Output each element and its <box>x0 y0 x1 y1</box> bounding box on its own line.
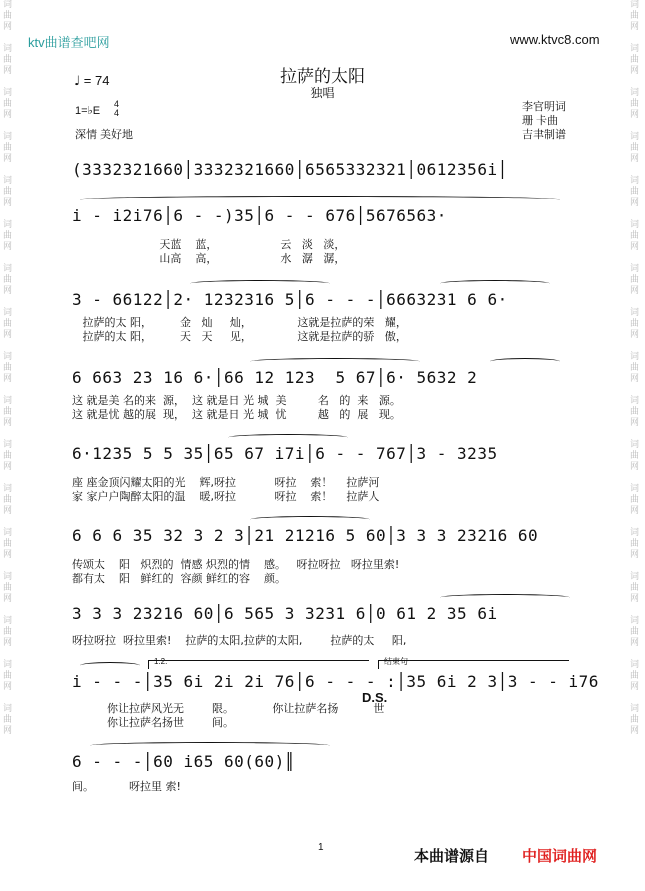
notation-line-1: (3332321660│3332321660│6565332321│0612356i│ <box>72 160 508 179</box>
lyric-line-6a: 传颂太 阳 炽烈的 情感 炽烈的情 感。 呀拉呀拉 呀拉里索! <box>72 558 400 571</box>
time-signature: 4 4 <box>114 99 120 118</box>
notation-line-7: 3 3 3 23216 60│6 565 3 3231 6│0 61 2 35 6i <box>72 604 498 623</box>
page-number: 1 <box>318 842 324 853</box>
lyric-line-4b: 这 就是忧 越的展 现， 这 就是日 光 城 忧 越 的 展 现。 <box>72 408 401 421</box>
lyric-line-5b: 家 家户户陶醉太阳的温 暖,呀拉 呀拉 索！ 拉萨人 <box>72 490 380 503</box>
notation-line-3: 3 - 66122│2· 1232316 5│6 - - -│6663231 6 6· <box>72 290 508 309</box>
expression-mark: 深情 美好地 <box>75 129 134 141</box>
lyric-line-6b: 都有太 阳 鲜红的 容颜 鲜红的容 颜。 <box>72 572 286 585</box>
volta-bracket-1 <box>148 660 369 669</box>
notation-line-5: 6·1235 5 5 35│65 67 i7i│6 - - 767│3 - 3235 <box>72 444 498 463</box>
notation-line-4: 6 663 23 16 6·│66 12 123 5 67│6· 5632 2 <box>72 368 478 387</box>
lyric-line-2b: 山高 高， 水 潺 潺， <box>72 252 346 265</box>
notation-line-8: i - - -│35 6i 2i 2i 76│6 - - - :│35 6i 2 3│3 - - i76 <box>72 672 599 691</box>
notation-line-9: 6 - - -│60 i65 60(60)║ <box>72 752 295 771</box>
slur <box>80 662 140 669</box>
key-signature: 1=♭E <box>75 105 101 117</box>
volta-label-1: 1.2. <box>154 657 168 666</box>
slur <box>228 434 348 441</box>
slur <box>80 196 560 203</box>
song-subtitle: 独唱 <box>310 86 335 100</box>
composer: 珊 卡曲 <box>522 115 559 127</box>
tempo-mark: ♩ = 74 <box>74 73 110 89</box>
notation-line-2: i - i2i76│6 - -)35│6 - - 676│5676563· <box>72 206 447 225</box>
source-site-link[interactable]: 中国词曲网 <box>522 848 598 865</box>
source-text: 本曲谱源自 <box>414 848 490 865</box>
notation-line-6: 6 6 6 35 32 3 2 3│21 21216 5 60│3 3 3 23216 60 <box>72 526 539 545</box>
lyric-line-8a: 你让拉萨风光无 限。 你让拉萨名扬 世 <box>72 702 385 715</box>
engraver: 吉聿制谱 <box>522 129 566 141</box>
slur <box>490 358 560 365</box>
lyricist: 李官明词 <box>522 101 566 113</box>
quarter-note-icon: ♩ <box>74 74 81 89</box>
lyric-line-3b: 拉萨的太 阳， 天 天 见， 这就是拉萨的骄 傲， <box>72 330 407 343</box>
lyric-line-2a: 天蓝 蓝， 云 淡 淡， <box>72 238 346 251</box>
lyric-line-3a: 拉萨的太 阳， 金 灿 灿， 这就是拉萨的荣 耀， <box>72 316 407 329</box>
slur <box>190 280 330 287</box>
side-watermark-left: 词 曲 网 词 曲 网 词 曲 网 词 曲 网 词 曲 网 词 曲 网 词 曲 网 词 曲 网 词 曲 网 词 曲 网 词 曲 网 词 曲 网 词 曲 网 词 曲 网 词 曲 网 词 曲 网 词 曲 网 <box>3 0 13 736</box>
site-url-right[interactable]: www.ktvc8.com <box>510 32 600 47</box>
slur <box>90 742 330 749</box>
slur <box>250 358 420 365</box>
lyric-line-5a: 座 座金顶闪耀太阳的光 辉,呀拉 呀拉 索！ 拉萨河 <box>72 476 380 489</box>
slur <box>440 280 550 287</box>
song-title: 拉萨的太阳 <box>280 67 365 86</box>
volta-label-2: 结束句 <box>384 657 408 666</box>
lyric-line-8b: 你让拉萨名扬世 间。 <box>72 716 234 729</box>
slur <box>440 594 570 601</box>
lyric-line-9: 间。 呀拉里 索! <box>72 780 181 793</box>
slur <box>250 516 370 523</box>
lyric-line-7: 呀拉呀拉 呀拉里索! 拉萨的太阳,拉萨的太阳, 拉萨的太 阳, <box>72 634 407 647</box>
side-watermark-right: 词 曲 网 词 曲 网 词 曲 网 词 曲 网 词 曲 网 词 曲 网 词 曲 网 词 曲 网 词 曲 网 词 曲 网 词 曲 网 词 曲 网 词 曲 网 词 曲 网 词 曲 网 词 曲 网 词 曲 网 <box>630 0 640 736</box>
dal-segno-mark: D.S. <box>362 690 388 705</box>
lyric-line-4a: 这 就是美 名的来 源， 这 就是日 光 城 美 名 的 来 源。 <box>72 394 401 407</box>
site-name-left[interactable]: ktv曲谱查吧网 <box>28 35 110 50</box>
